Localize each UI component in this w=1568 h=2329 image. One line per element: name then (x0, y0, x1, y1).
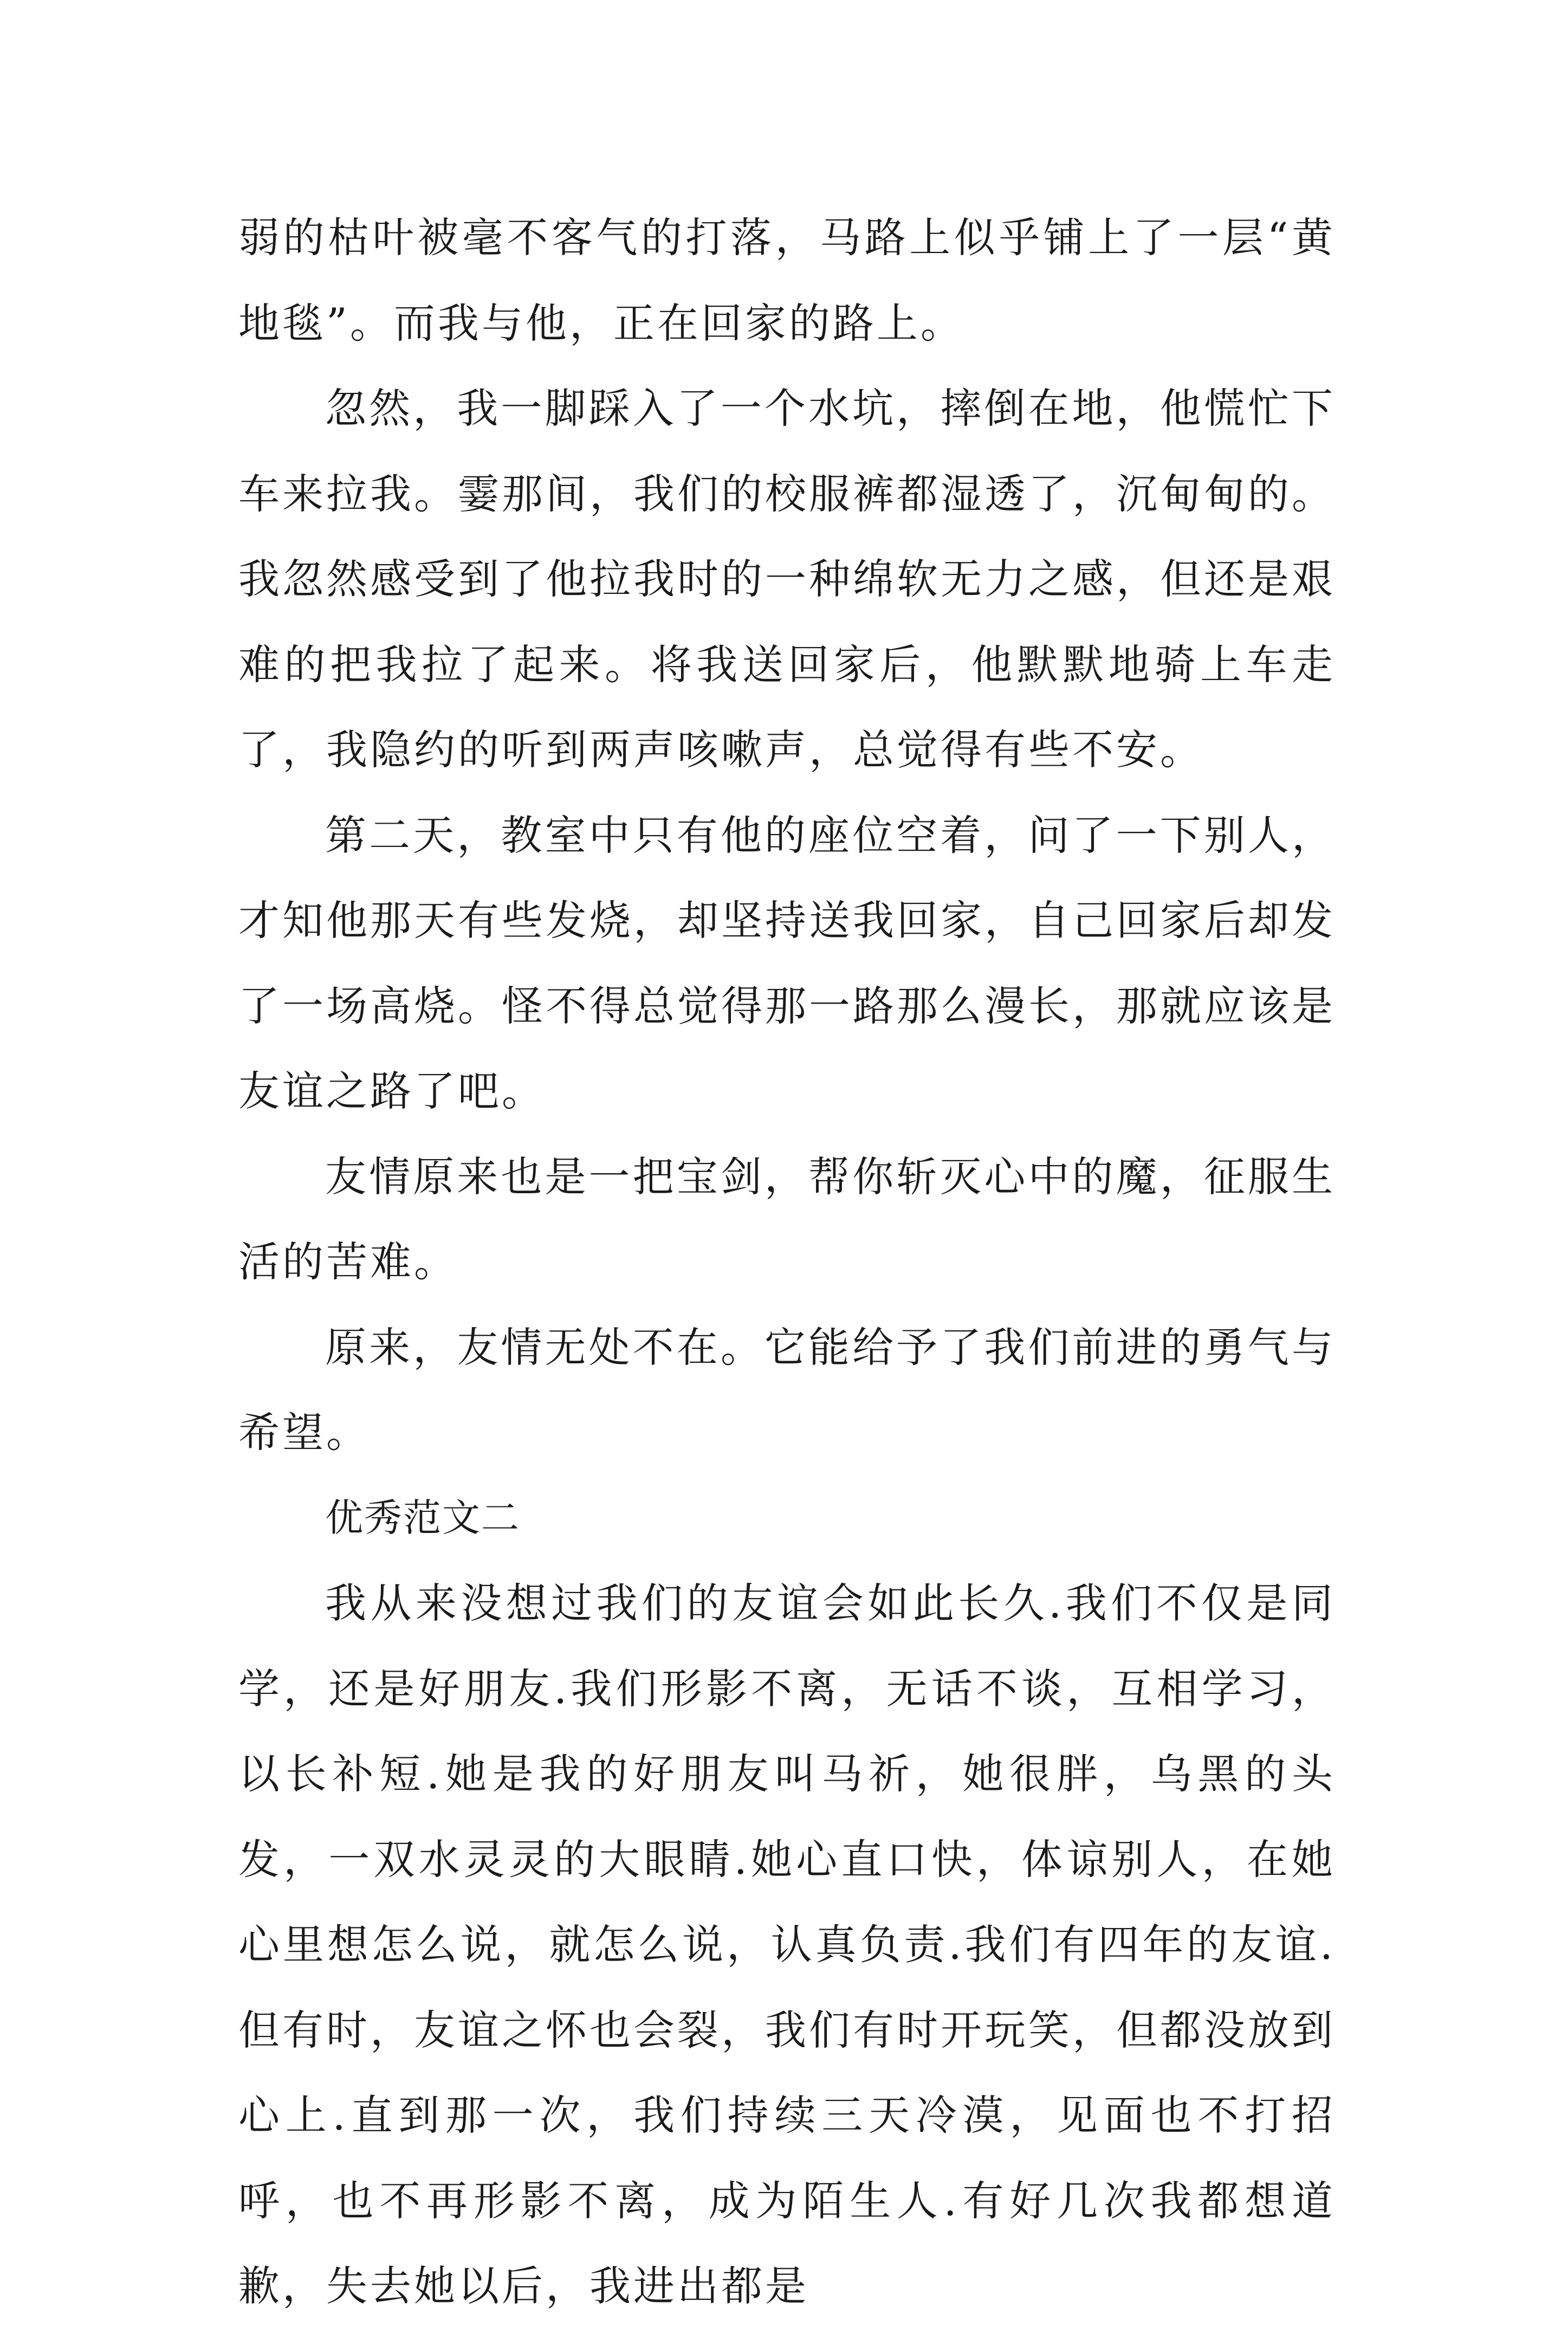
paragraph-5: 原来，友情无处不在。它能给予了我们前进的勇气与希望。 (238, 1323, 1336, 1457)
paragraph-1: 弱的枯叶被毫不客气的打落，马路上似乎铺上了一层“黄地毯”。而我与他，正在回家的路上。 (238, 214, 1336, 347)
paragraph-2: 忽然，我一脚踩入了一个水坑，摔倒在地，他慌忙下车来拉我。霎那间，我们的校服裤都湿透了，沉甸甸的。我忽然感受到了他拉我时的一种绵软无力之感，但还是艰难的把我拉了起来。将我送回家后，他默默地骑上车走了，我隐约的听到两声咳嗽声，总觉得有些不安。 (238, 384, 1336, 774)
document-body (238, 195, 1336, 2329)
paragraph-3: 第二天，教室中只有他的座位空着，问了一下别人，才知他那天有些发烧，却坚持送我回家，自己回家后却发了一场高烧。怪不得总觉得那一路那么漫长，那就应该是友谊之路了吧。 (238, 811, 1336, 1115)
paragraph-4: 友情原来也是一把宝剑，帮你斩灭心中的魔，征服生活的苦难。 (238, 1152, 1336, 1286)
paragraph-6: 我从来没想过我们的友谊会如此长久.我们不仅是同学，还是好朋友.我们形影不离，无话不谈，互相学习，以长补短.她是我的好朋友叫马祈，她很胖，乌黑的头发，一双水灵灵的大眼睛.她心直口快，体谅别人，在她心里想怎么说，就怎么说，认真负责.我们有四年的友谊.但有时，友谊之怀也会裂，我们有时开玩笑，但都没放到心上.直到那一次，我们持续三天冷漠，见面也不打招呼，也不再形影不离，成为陌生人.有好几次我都想道歉，失去她以后，我进出都是 (238, 1579, 1336, 2310)
section-heading: 优秀范文二 (325, 1495, 520, 1540)
